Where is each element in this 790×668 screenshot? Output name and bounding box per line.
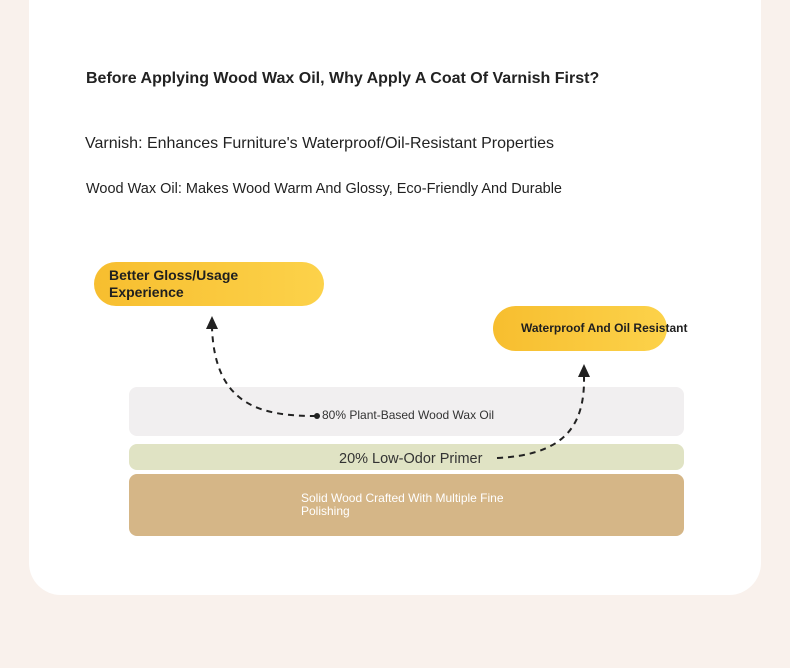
wax-oil-layer	[129, 387, 684, 436]
wax-oil-point: Wood Wax Oil: Makes Wood Warm And Glossy, Eco-Friendly And Durable	[86, 181, 562, 197]
varnish-point: Varnish: Enhances Furniture's Waterproof/Oil-Resistant Properties	[85, 135, 555, 152]
waterproof-benefit-pill	[493, 306, 688, 351]
solid-wood-layer-label: Solid Wood Crafted With Multiple Fine Polishing	[301, 491, 504, 518]
gloss-benefit-label: Better Gloss/Usage Experience	[109, 267, 239, 300]
primer-layer	[129, 444, 684, 470]
primer-layer-label: 20% Low-Odor Primer	[339, 451, 483, 467]
question-heading: Before Applying Wood Wax Oil, Why Apply A Coat Of Varnish First?	[86, 70, 600, 87]
solid-wood-layer	[129, 474, 684, 536]
gloss-benefit-pill	[94, 262, 324, 306]
wax-oil-layer-label: 80% Plant-Based Wood Wax Oil	[322, 408, 495, 422]
waterproof-benefit-label: Waterproof And Oil Resistant	[521, 321, 688, 335]
